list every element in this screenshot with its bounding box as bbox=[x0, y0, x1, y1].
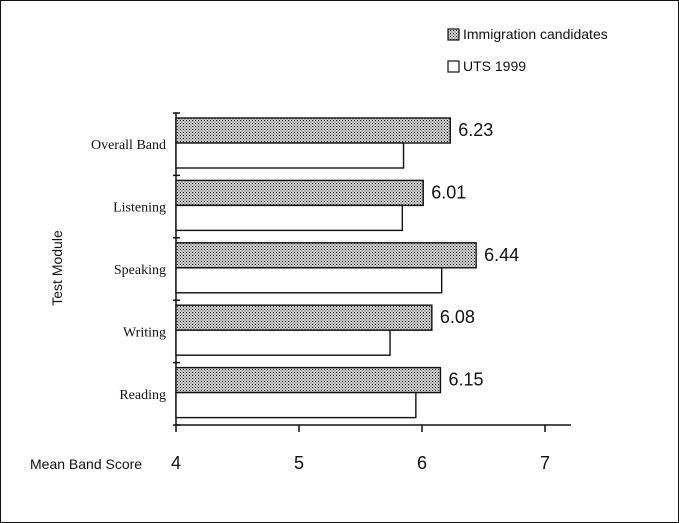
bar-value-label: 6.01 bbox=[431, 182, 467, 203]
x-tick-label: 6 bbox=[416, 453, 428, 473]
bar-value-label: 6.23 bbox=[458, 120, 494, 140]
bar-immigration-candidates bbox=[176, 368, 440, 393]
category-label: Listening bbox=[113, 200, 166, 216]
category-label: Overall Band bbox=[90, 138, 166, 154]
legend-label-uts-1999: UTS 1999 bbox=[463, 58, 527, 74]
x-tick-label: 7 bbox=[539, 453, 551, 473]
bar-uts-1999 bbox=[176, 143, 404, 168]
legend-swatch-immigration-candidates bbox=[448, 29, 459, 40]
bar-immigration-candidates bbox=[176, 180, 423, 205]
category-label: Reading bbox=[119, 387, 166, 403]
x-axis-title: Mean Band Score bbox=[30, 456, 143, 472]
bar-immigration-candidates bbox=[176, 243, 476, 268]
legend bbox=[448, 26, 608, 74]
category-label: Speaking bbox=[113, 263, 166, 278]
bar-value-label: 6.08 bbox=[439, 307, 475, 328]
bar-value-label: 6.44 bbox=[484, 244, 520, 265]
legend-swatch-uts-1999 bbox=[448, 61, 459, 72]
bar-immigration-candidates bbox=[176, 305, 432, 330]
x-tick-label: 4 bbox=[170, 453, 182, 473]
bar-value-label: 6.15 bbox=[448, 369, 484, 390]
y-axis-title: Test Module bbox=[49, 230, 65, 306]
bar-uts-1999 bbox=[176, 330, 390, 355]
bar-uts-1999 bbox=[176, 268, 442, 293]
category-label: Writing bbox=[123, 325, 166, 341]
x-tick-label: 5 bbox=[293, 453, 305, 473]
bar-uts-1999 bbox=[176, 205, 402, 230]
bar-uts-1999 bbox=[176, 393, 416, 418]
legend-label-immigration-candidates: Immigration candidates bbox=[463, 26, 608, 42]
bar-immigration-candidates bbox=[176, 118, 450, 143]
